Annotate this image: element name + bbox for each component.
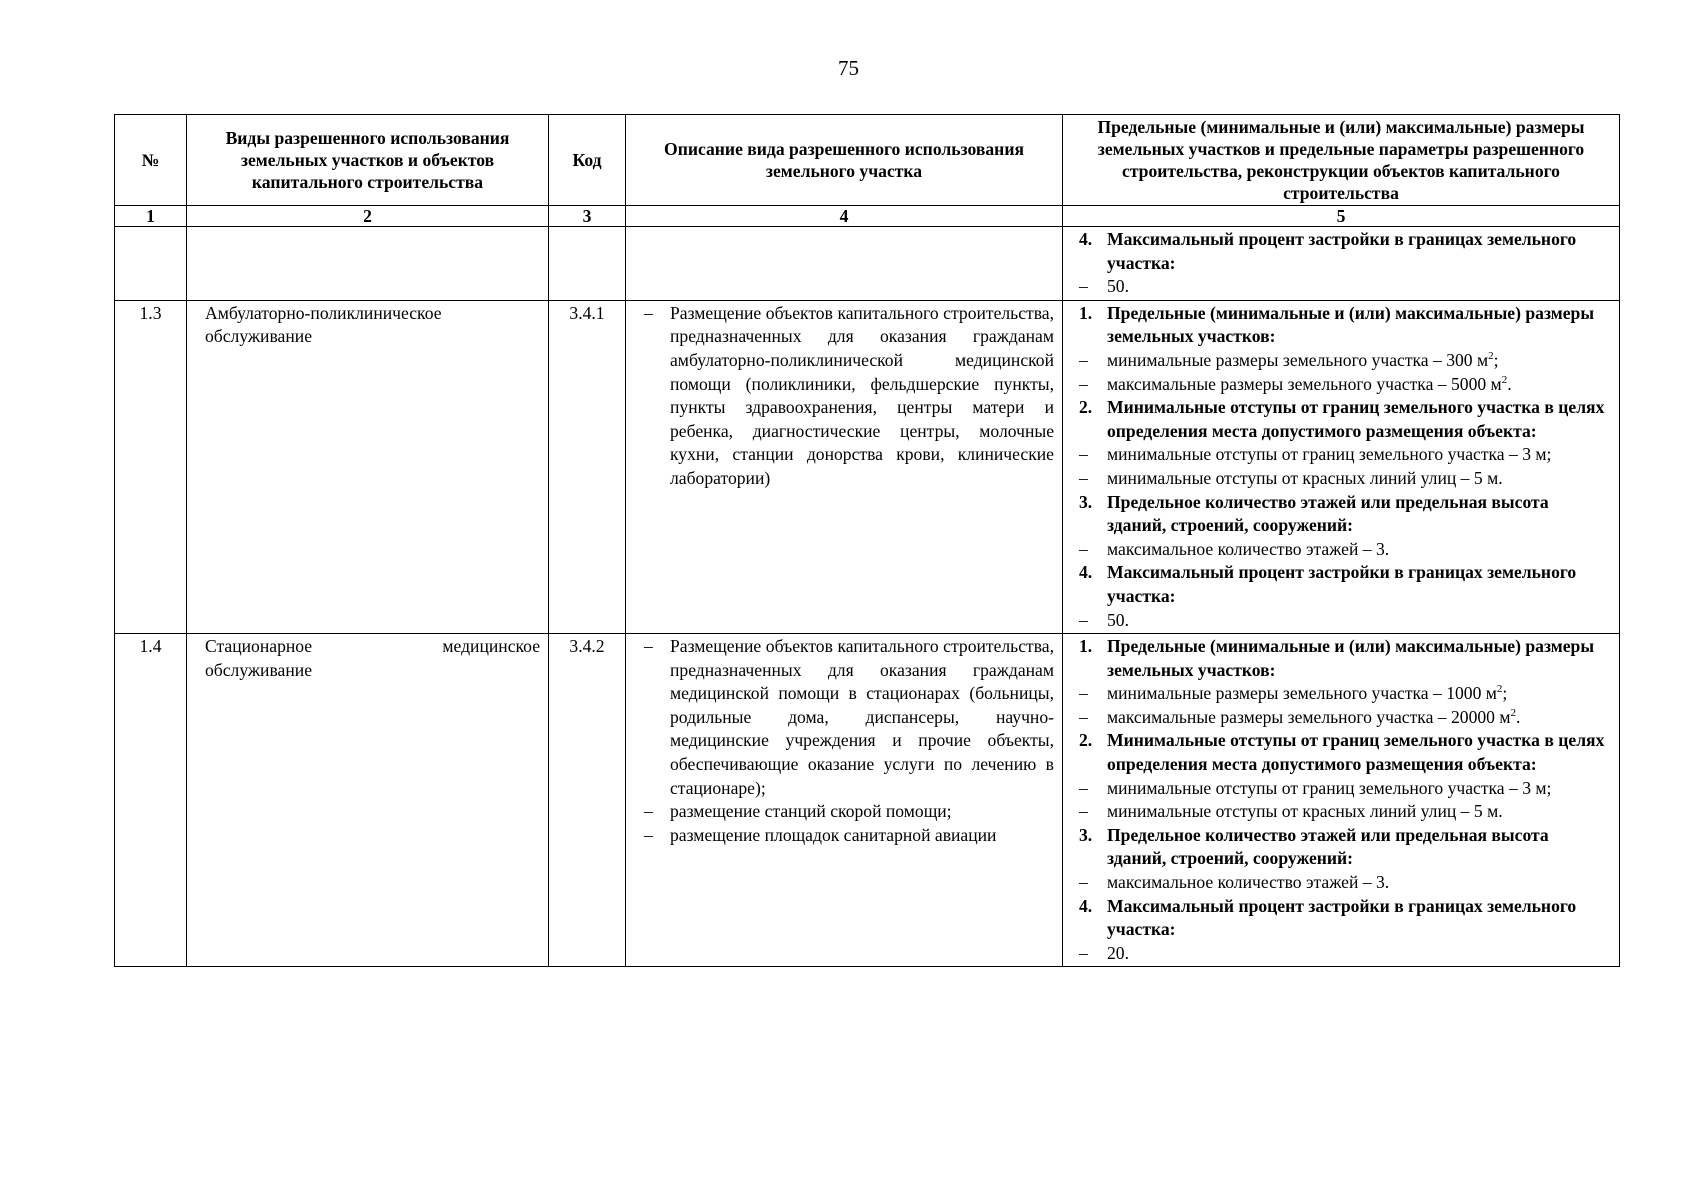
use-type-cell [187, 227, 549, 301]
description-cell [626, 300, 1063, 633]
param-bullet: – минимальные отступы от границ земельного участка – 3 м; [1079, 444, 1552, 465]
column-number: 3 [549, 206, 626, 227]
parameters-cell [1063, 634, 1620, 967]
param-bullet: – максимальное количество этажей – 3. [1079, 872, 1390, 893]
header-row [115, 115, 1620, 206]
table-row [115, 300, 1620, 633]
param-bullet: – максимальное количество этажей – 3. [1079, 538, 1390, 559]
param-bullet: – 50. [1079, 609, 1129, 630]
column-number: 4 [626, 206, 1063, 227]
use-type-cell: Стационарное медицинское обслуживание [187, 634, 549, 967]
column-number: 1 [115, 206, 187, 227]
parameters-cell [1063, 300, 1620, 633]
row-number-cell: 1.4 [115, 634, 187, 967]
param-heading: 1. Предельные (минимальные и (или) максимальные) размеры земельных участков: [1079, 636, 1595, 680]
code-cell: 3.4.1 [549, 300, 626, 633]
code-cell [549, 227, 626, 301]
row-number-cell: 1.3 [115, 300, 187, 633]
page-number: 75 [838, 56, 859, 80]
description-item: – размещение площадок санитарной авиации [644, 824, 997, 845]
param-bullet: – 20. [1079, 942, 1129, 963]
parameters-cell [1063, 227, 1620, 301]
param-heading: 1. Предельные (минимальные и (или) максимальные) размеры земельных участков: [1079, 302, 1595, 347]
land-use-table [114, 114, 1620, 967]
description-cell [626, 227, 1063, 301]
param-bullet: – минимальные отступы от красных линий улиц – 5 м. [1079, 467, 1503, 488]
param-bullet: – минимальные отступы от красных линий улиц – 5 м. [1079, 801, 1503, 822]
param-heading: 4. Максимальный процент застройки в границах земельного участка: [1079, 562, 1577, 606]
row-number-cell [115, 227, 187, 301]
param-bullet: – минимальные размеры земельного участка – 1000 $м^2$; [1079, 683, 1508, 704]
description-item: – Размещение объектов капитального строительства, предназначенных для оказания гражданам амбулаторно-поликлинической медицинской помощи (поликлиники, фельдшерские пункты, пункты здравоохранения, центры матери и ребенка, диагностические центры, молочные кухни, станции донорства крови, клинические лаборатории) [644, 302, 1054, 488]
description-cell [626, 634, 1063, 967]
description-item: – размещение станций скорой помощи; [644, 801, 952, 822]
param-heading: 2. Минимальные отступы от границ земельного участка в целях определения места допустимого размещения объекта: [1079, 397, 1605, 441]
param-bullet: – минимальные размеры земельного участка – 300 $м^2$; [1079, 349, 1499, 370]
description-item: – Размещение объектов капитального строительства, предназначенных для оказания гражданам медицинской помощи в стационарах (больницы, родильные дома, диспансеры, научно-медицинские учреждения и прочие объекты, обеспечивающие оказание услуги по лечению в стационаре); [644, 636, 1054, 798]
param-heading: 3. Предельное количество этажей или предельная высота зданий, строений, сооружений: [1079, 491, 1549, 536]
use-type-cell: Амбулаторно-поликлиническое обслуживание [187, 300, 549, 633]
table-row [115, 634, 1620, 967]
param-heading: 3. Предельное количество этажей или предельная высота зданий, строений, сооружений: [1079, 824, 1549, 869]
header-description: Описание вида разрешенного использования земельного участка [626, 115, 1063, 206]
param-heading: 4. Максимальный процент застройки в границах земельного участка: [1079, 229, 1577, 273]
column-number-row [115, 206, 1620, 227]
param-bullet: – максимальные размеры земельного участка – 5000 $м^2$. [1079, 373, 1512, 394]
code-cell: 3.4.2 [549, 634, 626, 967]
column-number: 2 [187, 206, 549, 227]
header-use-types: Виды разрешенного использования земельных участков и объектов капитального строительства [187, 115, 549, 206]
column-number: 5 [1063, 206, 1620, 227]
table-row [115, 227, 1620, 301]
header-parameters: Предельные (минимальные и (или) максимальные) размеры земельных участков и предельные параметры разрешенного строительства, реконструкции объектов капитального строительства [1063, 115, 1620, 206]
param-bullet: – максимальные размеры земельного участка – 20000 $м^2$. [1079, 706, 1521, 727]
param-bullet: – минимальные отступы от границ земельного участка – 3 м; [1079, 777, 1552, 798]
header-number: № [115, 115, 187, 206]
header-code: Код [549, 115, 626, 206]
param-bullet: – 50. [1079, 276, 1129, 297]
param-heading: 4. Максимальный процент застройки в границах земельного участка: [1079, 895, 1577, 940]
param-heading: 2. Минимальные отступы от границ земельного участка в целях определения места допустимого размещения объекта: [1079, 730, 1605, 775]
